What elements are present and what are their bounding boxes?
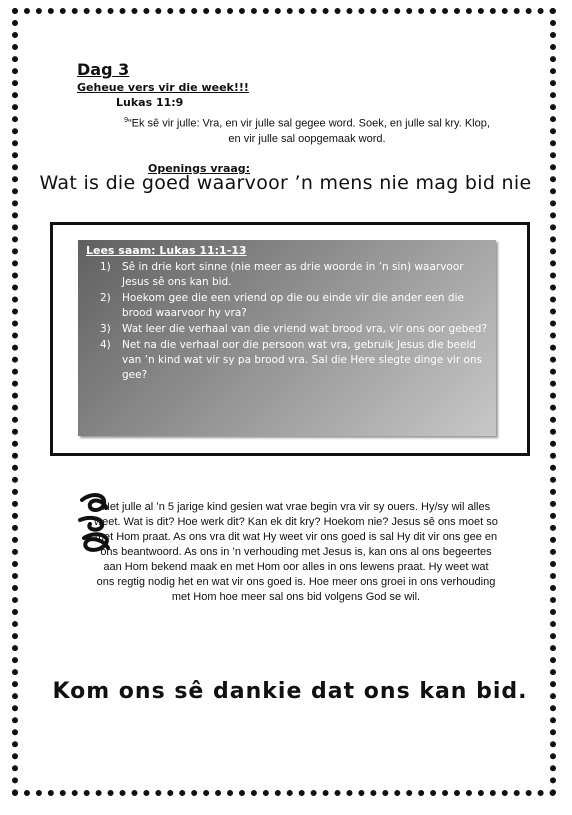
question-item [100,291,490,321]
question-number: 1) [100,261,111,273]
question-list [100,260,490,384]
question-item [100,260,490,290]
verse-number: 9 [124,117,128,124]
question-number: 2) [100,292,111,304]
memory-verse-text [117,113,497,147]
question-item [100,322,490,337]
opening-question-label: Openings vraag: [148,162,251,175]
memory-verse-heading: Geheue vers vir die week!!! [77,81,249,94]
question-text: Wat leer die verhaal van die vriend wat brood vra, vir ons oor gebed? [122,323,488,335]
question-item [100,338,490,383]
verse-reference: Lukas 11:9 [116,96,184,109]
verse-body: “Ek sê vir julle: Vra, en vir julle sal gegee word. Soek, en julle sal kry. Klop, en vir julle sal oopgemaak word. [127,117,490,145]
reading-box [78,240,496,436]
question-text: Hoekom gee die een vriend op die ou einde vir die ander een die brood waarvoor hy vra? [122,292,464,319]
opening-question: Wat is die goed waarvoor ’n mens nie mag bid nie [39,172,532,194]
question-text: Sê in drie kort sinne (nie meer as drie woorde in ’n sin) waarvoor Jesus sê ons kan bid. [122,261,464,288]
question-text: Net na die verhaal oor die persoon wat vra, gebruik Jesus die beeld van ’n kind wat vir sy pa brood vra. Sal die Here slegte dinge vir ons gee? [122,339,483,381]
page-title: Dag 3 [77,60,130,79]
question-number: 4) [100,339,111,351]
closing-statement: Kom ons sê dankie dat ons kan bid. [52,679,528,704]
question-number: 3) [100,323,111,335]
reading-heading: Lees saam: Lukas 11:1-13 [86,244,247,257]
reflection-paragraph: Het julle al ’n 5 jarige kind gesien wat vrae begin vra vir sy ouers. Hy/sy wil alles weet. Wat is dit? Hoe werk dit? Kan ek dit kry? Hoekom nie? Jesus sê ons moet so met Hom praat. As ons vra dit wat Hy weet vir ons goed is sal Hy dit vir ons gee en ons beantwoord. As ons in ’n verhouding met Jesus is, kan ons al ons begeertes aan Hom bekend maak en met Hom oor alles in ons lewens praat. Hy weet wat ons regtig nodig het en wat vir ons goed is. Hoe meer ons groei in ons verhouding met Hom hoe meer sal ons bid volgens God se wil. [94,501,498,603]
